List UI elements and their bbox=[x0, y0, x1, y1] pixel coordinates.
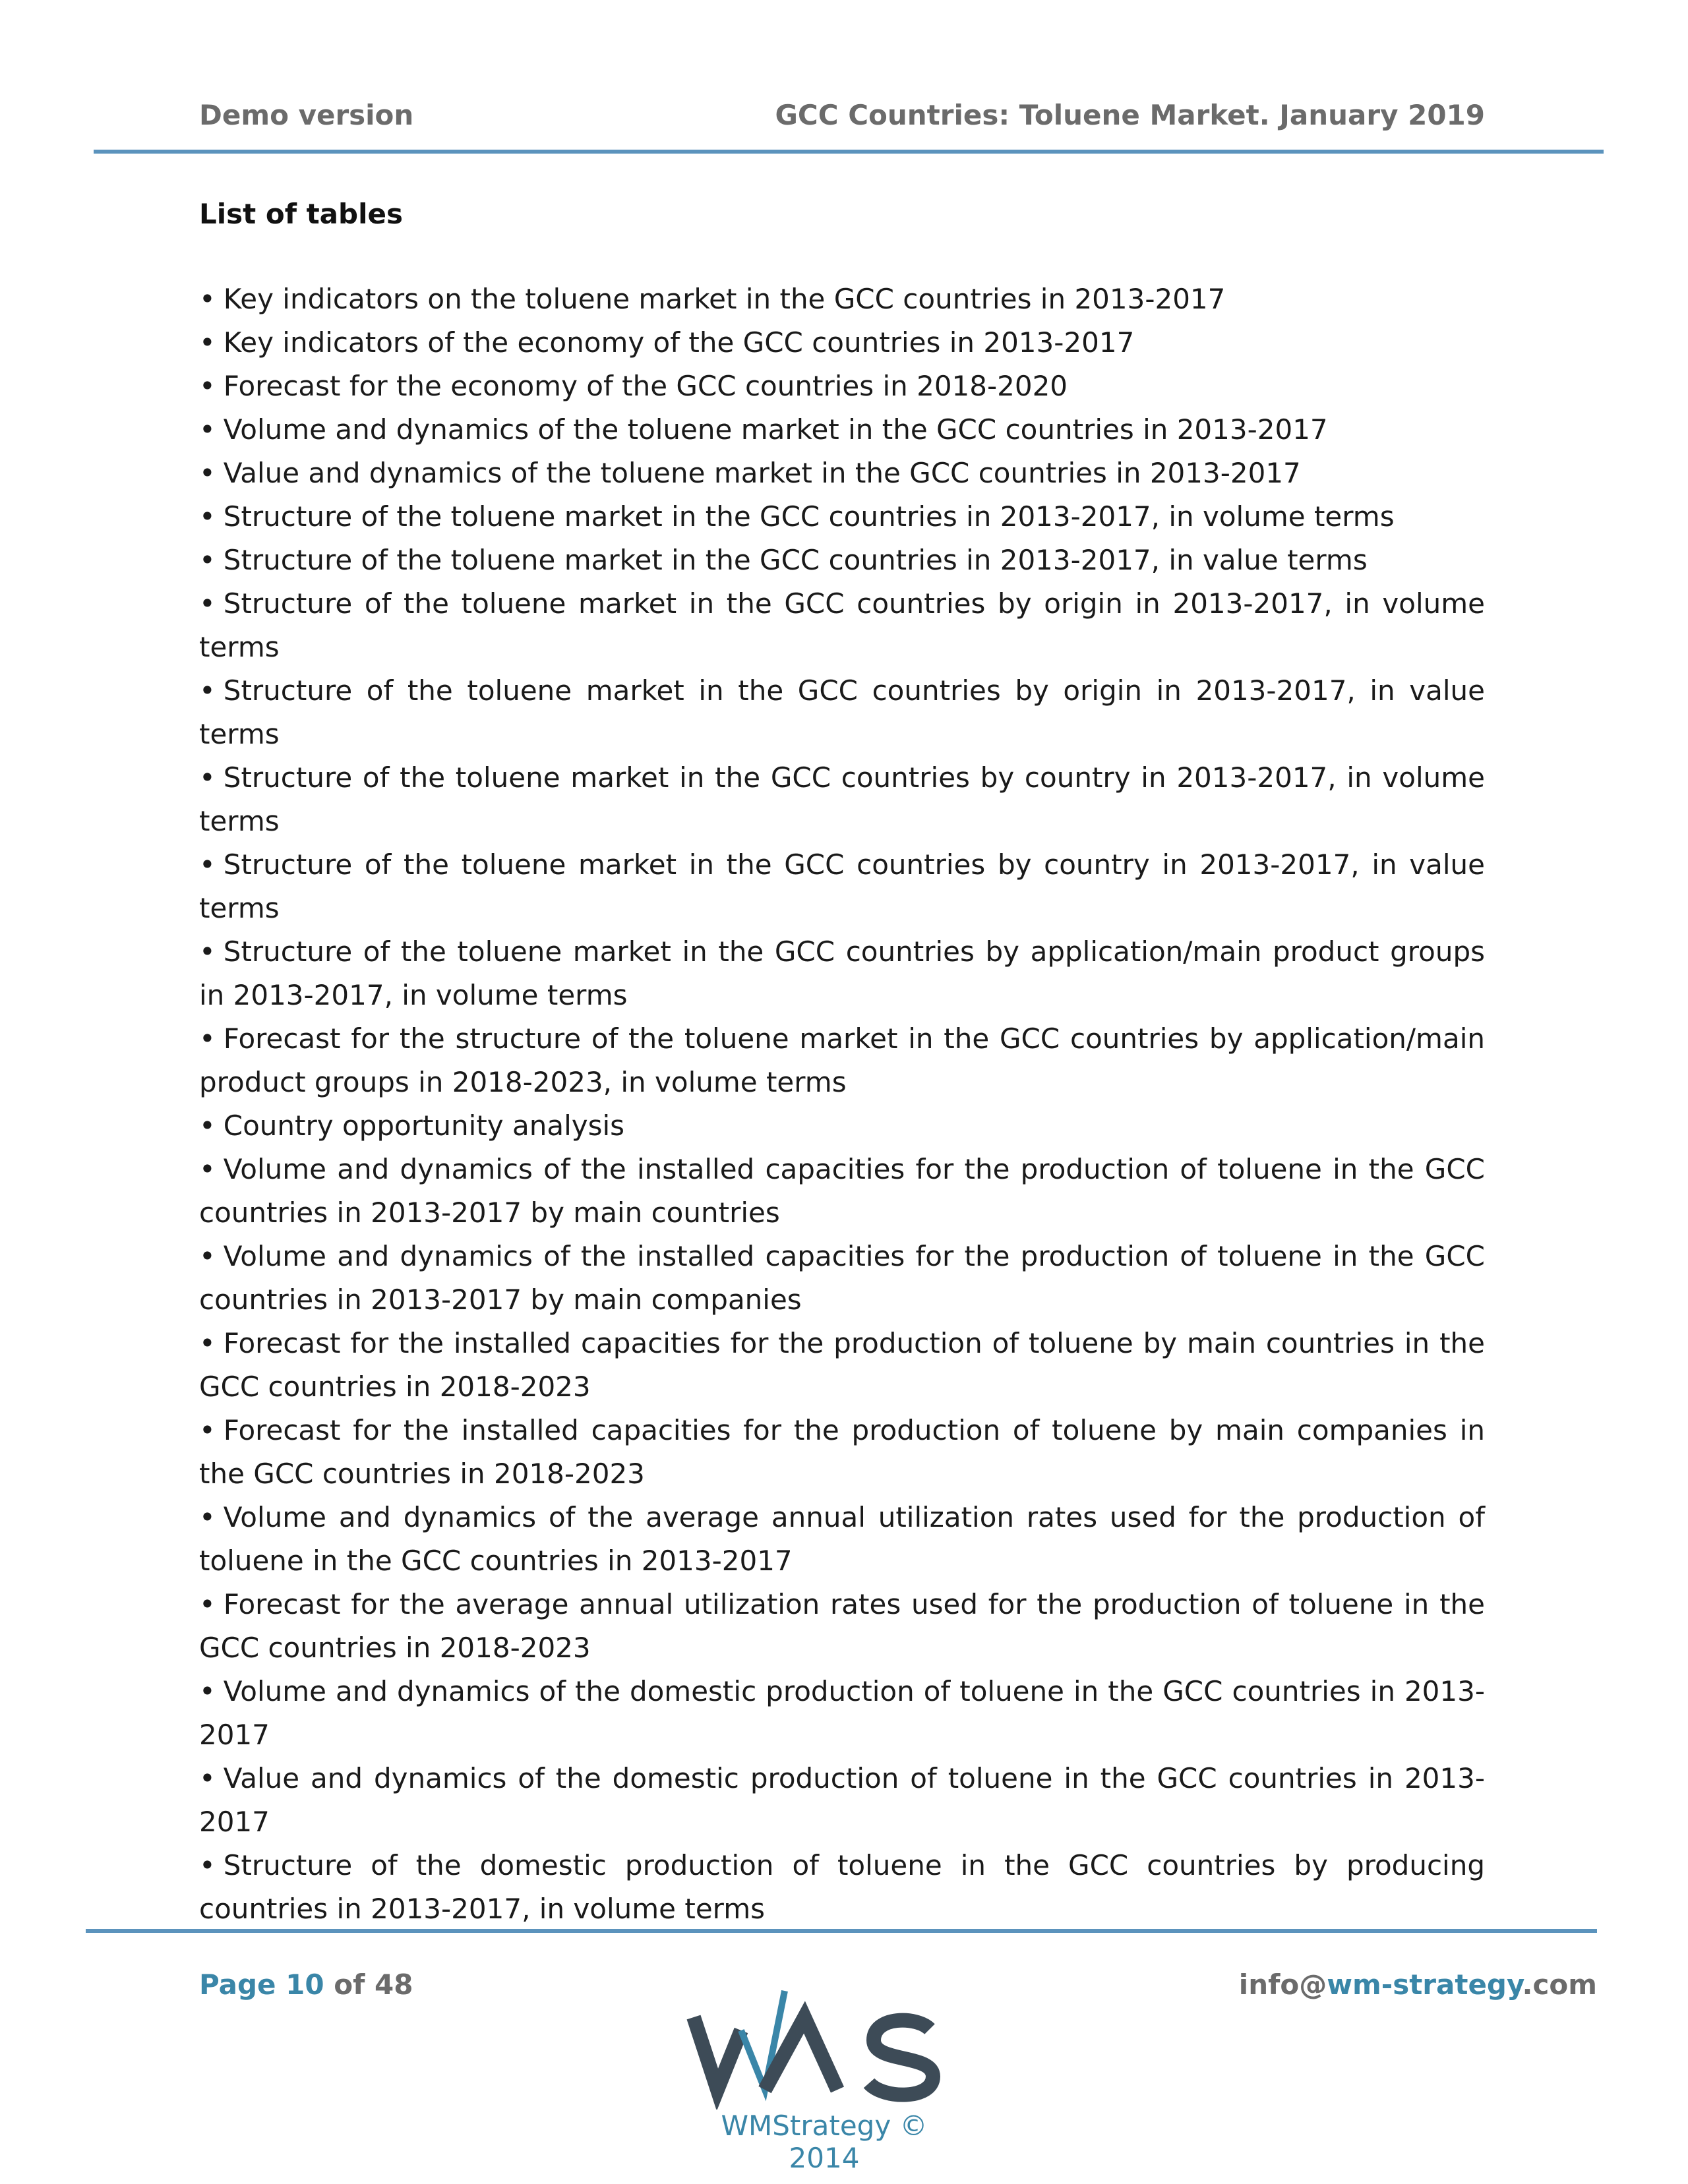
list-item bbox=[199, 1583, 1485, 1670]
bullet-icon: • bbox=[199, 761, 216, 794]
list-item bbox=[199, 1235, 1485, 1322]
list-item-text: Key indicators on the toluene market in the GCC countries in 2013-2017 bbox=[223, 283, 1226, 315]
list-item bbox=[199, 1017, 1485, 1104]
page-indicator bbox=[199, 1968, 413, 2001]
footer-divider bbox=[86, 1929, 1597, 1933]
section-title: List of tables bbox=[199, 198, 403, 230]
bullet-icon: • bbox=[199, 1675, 216, 1707]
list-item-text: Forecast for the average annual utilization rates used for the production of toluene in the GCC countries in 2018-2023 bbox=[199, 1588, 1485, 1664]
page-header bbox=[199, 99, 1485, 138]
list-item bbox=[199, 539, 1485, 582]
list-item-text: Structure of the toluene market in the GCC countries by country in 2013-2017, in volume terms bbox=[199, 761, 1485, 837]
bullet-icon: • bbox=[199, 1240, 216, 1272]
list-item bbox=[199, 278, 1485, 321]
page-prefix: Page bbox=[199, 1968, 286, 2001]
logo-s-letter bbox=[869, 2021, 933, 2095]
bullet-icon: • bbox=[199, 370, 216, 402]
page-total: of 48 bbox=[324, 1968, 413, 2001]
bullet-icon: • bbox=[199, 1849, 216, 1881]
list-item-text: Forecast for the installed capacities for the production of toluene by main companies in the GCC countries in 2018-2023 bbox=[199, 1414, 1485, 1490]
list-item bbox=[199, 452, 1485, 495]
list-item-text: Volume and dynamics of the installed capacities for the production of toluene in the GCC countries in 2013-2017 by main countries bbox=[199, 1153, 1485, 1229]
list-item bbox=[199, 1322, 1485, 1409]
list-item-text: Structure of the toluene market in the GCC countries by country in 2013-2017, in value terms bbox=[199, 848, 1485, 924]
list-item bbox=[199, 1409, 1485, 1496]
header-report-title: GCC Countries: Toluene Market. January 2019 bbox=[775, 99, 1485, 131]
list-item bbox=[199, 582, 1485, 669]
tables-list bbox=[199, 278, 1485, 1931]
email-domain: wm-strategy bbox=[1327, 1968, 1522, 2001]
bullet-icon: • bbox=[199, 413, 216, 446]
list-item bbox=[199, 1670, 1485, 1757]
bullet-icon: • bbox=[199, 1022, 216, 1055]
list-item-text: Forecast for the installed capacities for the production of toluene by main countries in the GCC countries in 2018-2023 bbox=[199, 1327, 1485, 1403]
email-suffix: .com bbox=[1522, 1968, 1597, 2001]
bullet-icon: • bbox=[199, 544, 216, 576]
list-item bbox=[199, 1496, 1485, 1583]
bullet-icon: • bbox=[199, 1153, 216, 1185]
list-item-text: Structure of the toluene market in the GCC countries by origin in 2013-2017, in value terms bbox=[199, 674, 1485, 750]
list-item bbox=[199, 321, 1485, 365]
list-item bbox=[199, 930, 1485, 1017]
bullet-icon: • bbox=[199, 283, 216, 315]
bullet-icon: • bbox=[199, 1588, 216, 1620]
list-item-text: Volume and dynamics of the domestic production of toluene in the GCC countries in 2013-2017 bbox=[199, 1675, 1485, 1751]
list-item-text: Value and dynamics of the toluene market in the GCC countries in 2013-2017 bbox=[223, 457, 1301, 489]
list-item-text: Key indicators of the economy of the GCC countries in 2013-2017 bbox=[223, 326, 1135, 359]
list-item-text: Country opportunity analysis bbox=[223, 1109, 625, 1142]
list-item bbox=[199, 1104, 1485, 1148]
list-item-text: Volume and dynamics of the toluene market in the GCC countries in 2013-2017 bbox=[223, 413, 1328, 446]
list-item-text: Value and dynamics of the domestic production of toluene in the GCC countries in 2013-2017 bbox=[199, 1762, 1485, 1838]
list-item bbox=[199, 756, 1485, 843]
list-item-text: Structure of the toluene market in the GCC countries by origin in 2013-2017, in volume terms bbox=[199, 587, 1485, 663]
bullet-icon: • bbox=[199, 1327, 216, 1359]
list-item bbox=[199, 669, 1485, 756]
list-item bbox=[199, 1757, 1485, 1844]
bullet-icon: • bbox=[199, 587, 216, 620]
bullet-icon: • bbox=[199, 326, 216, 359]
list-item bbox=[199, 1148, 1485, 1235]
email-prefix: info@ bbox=[1238, 1968, 1327, 2001]
bullet-icon: • bbox=[199, 1414, 216, 1446]
page-number: 10 bbox=[286, 1968, 324, 2001]
bullet-icon: • bbox=[199, 1762, 216, 1794]
bullet-icon: • bbox=[199, 1501, 216, 1533]
bullet-icon: • bbox=[199, 674, 216, 707]
bullet-icon: • bbox=[199, 457, 216, 489]
list-item-text: Volume and dynamics of the average annual utilization rates used for the production of toluene in the GCC countries in 2013-2017 bbox=[199, 1501, 1485, 1577]
header-divider bbox=[94, 150, 1604, 154]
header-demo-label: Demo version bbox=[199, 99, 414, 131]
copyright-text: WMStrategy © 2014 bbox=[721, 2110, 928, 2174]
list-item-text: Volume and dynamics of the installed capacities for the production of toluene in the GCC countries in 2013-2017 by main companies bbox=[199, 1240, 1485, 1316]
list-item-text: Structure of the toluene market in the GCC countries in 2013-2017, in volume terms bbox=[223, 500, 1395, 533]
list-item bbox=[199, 408, 1485, 452]
bullet-icon: • bbox=[199, 848, 216, 881]
list-item bbox=[199, 1844, 1485, 1931]
list-item bbox=[199, 495, 1485, 539]
logo-w-letter bbox=[694, 2017, 741, 2090]
list-item-text: Structure of the domestic production of toluene in the GCC countries by producing countries in 2013-2017, in volume terms bbox=[199, 1849, 1485, 1925]
list-item-text: Forecast for the structure of the toluene market in the GCC countries by application/main product groups in 2018-2023, in volume terms bbox=[199, 1022, 1485, 1098]
bullet-icon: • bbox=[199, 1109, 216, 1142]
list-item-text: Structure of the toluene market in the GCC countries by application/main product groups in 2013-2017, in volume terms bbox=[199, 935, 1485, 1011]
contact-email[interactable] bbox=[1239, 1968, 1597, 2001]
main-content bbox=[199, 198, 1485, 1931]
bullet-icon: • bbox=[199, 500, 216, 533]
list-item-text: Structure of the toluene market in the GCC countries in 2013-2017, in value terms bbox=[223, 544, 1368, 576]
list-item-text: Forecast for the economy of the GCC countries in 2018-2020 bbox=[223, 370, 1068, 402]
list-item bbox=[199, 843, 1485, 930]
wms-logo bbox=[686, 1978, 963, 2110]
bullet-icon: • bbox=[199, 935, 216, 968]
list-item bbox=[199, 365, 1485, 408]
